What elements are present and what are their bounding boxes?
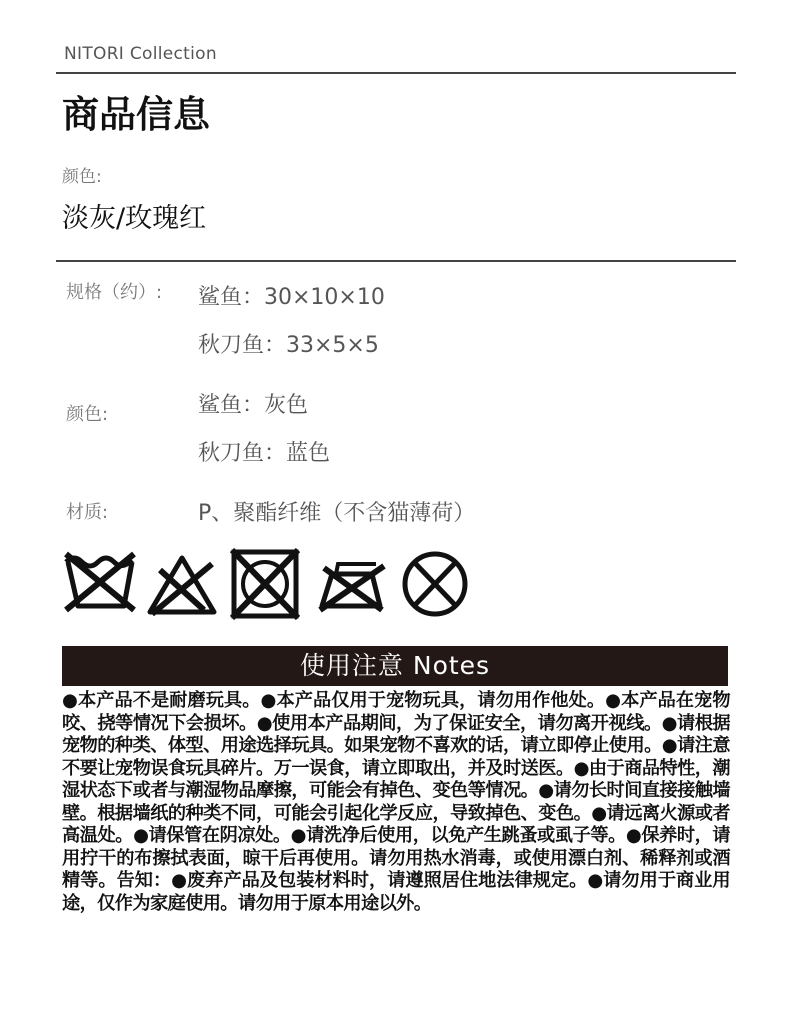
no-bleach-icon [146,548,218,618]
spec-color-label: 颜色: [66,404,109,425]
size-label: 规格（约）: [66,282,163,303]
page-title: 商品信息 [62,93,210,136]
color-value-saury: 秋刀鱼：蓝色 [198,441,331,466]
care-icons [60,548,480,624]
color-label: 颜色: [62,167,102,187]
no-dry-clean-icon [398,548,472,618]
brand-label: NITORI Collection [64,44,217,64]
material-value: P、聚酯纤维（不含猫薄荷） [198,501,476,526]
no-tumble-dry-icon [230,548,302,622]
no-wash-icon [62,548,138,618]
color-value-shark: 鲨鱼：灰色 [198,393,309,418]
notes-header-bar: 使用注意 Notes [62,646,728,686]
material-label: 材质: [66,502,109,523]
size-value-shark: 鲨鱼：30×10×10 [198,285,385,310]
size-value-saury: 秋刀鱼：33×5×5 [198,333,379,358]
section-divider [56,260,736,262]
color-value: 淡灰/玫瑰红 [62,203,207,234]
no-iron-icon [314,548,388,618]
top-divider [56,72,736,74]
notes-body: ●本产品不是耐磨玩具。●本产品仅用于宠物玩具，请勿用作他处。●本产品在宠物咬、挠等情况下会损坏。●使用本产品期间，为了保证安全，请勿离开视线。●请根据宠物的种类、体型、用途选择玩具。如果宠物不喜欢的话，请立即停止使用。●请注意不要让宠物误食玩具碎片。万一误食，请立即取出，并及时送医。●由于商品特性，潮湿状态下或者与潮湿物品摩擦，可能会有掉色、变色等情况。●请勿长时间直接接触墙壁。根据墙纸的种类不同，可能会引起化学反应，导致掉色、变色。●请远离火源或者高温处。●请保管在阴凉处。●请洗净后使用，以免产生跳蚤或虱子等。●保养时，请用拧干的布擦拭表面，晾干后再使用。请勿用热水消毒，或使用漂白剂、稀释剂或酒精等。告知：●废弃产品及包装材料时，请遵照居住地法律规定。●请勿用于商业用途，仅作为家庭使用。请勿用于原本用途以外。 [62,690,730,914]
